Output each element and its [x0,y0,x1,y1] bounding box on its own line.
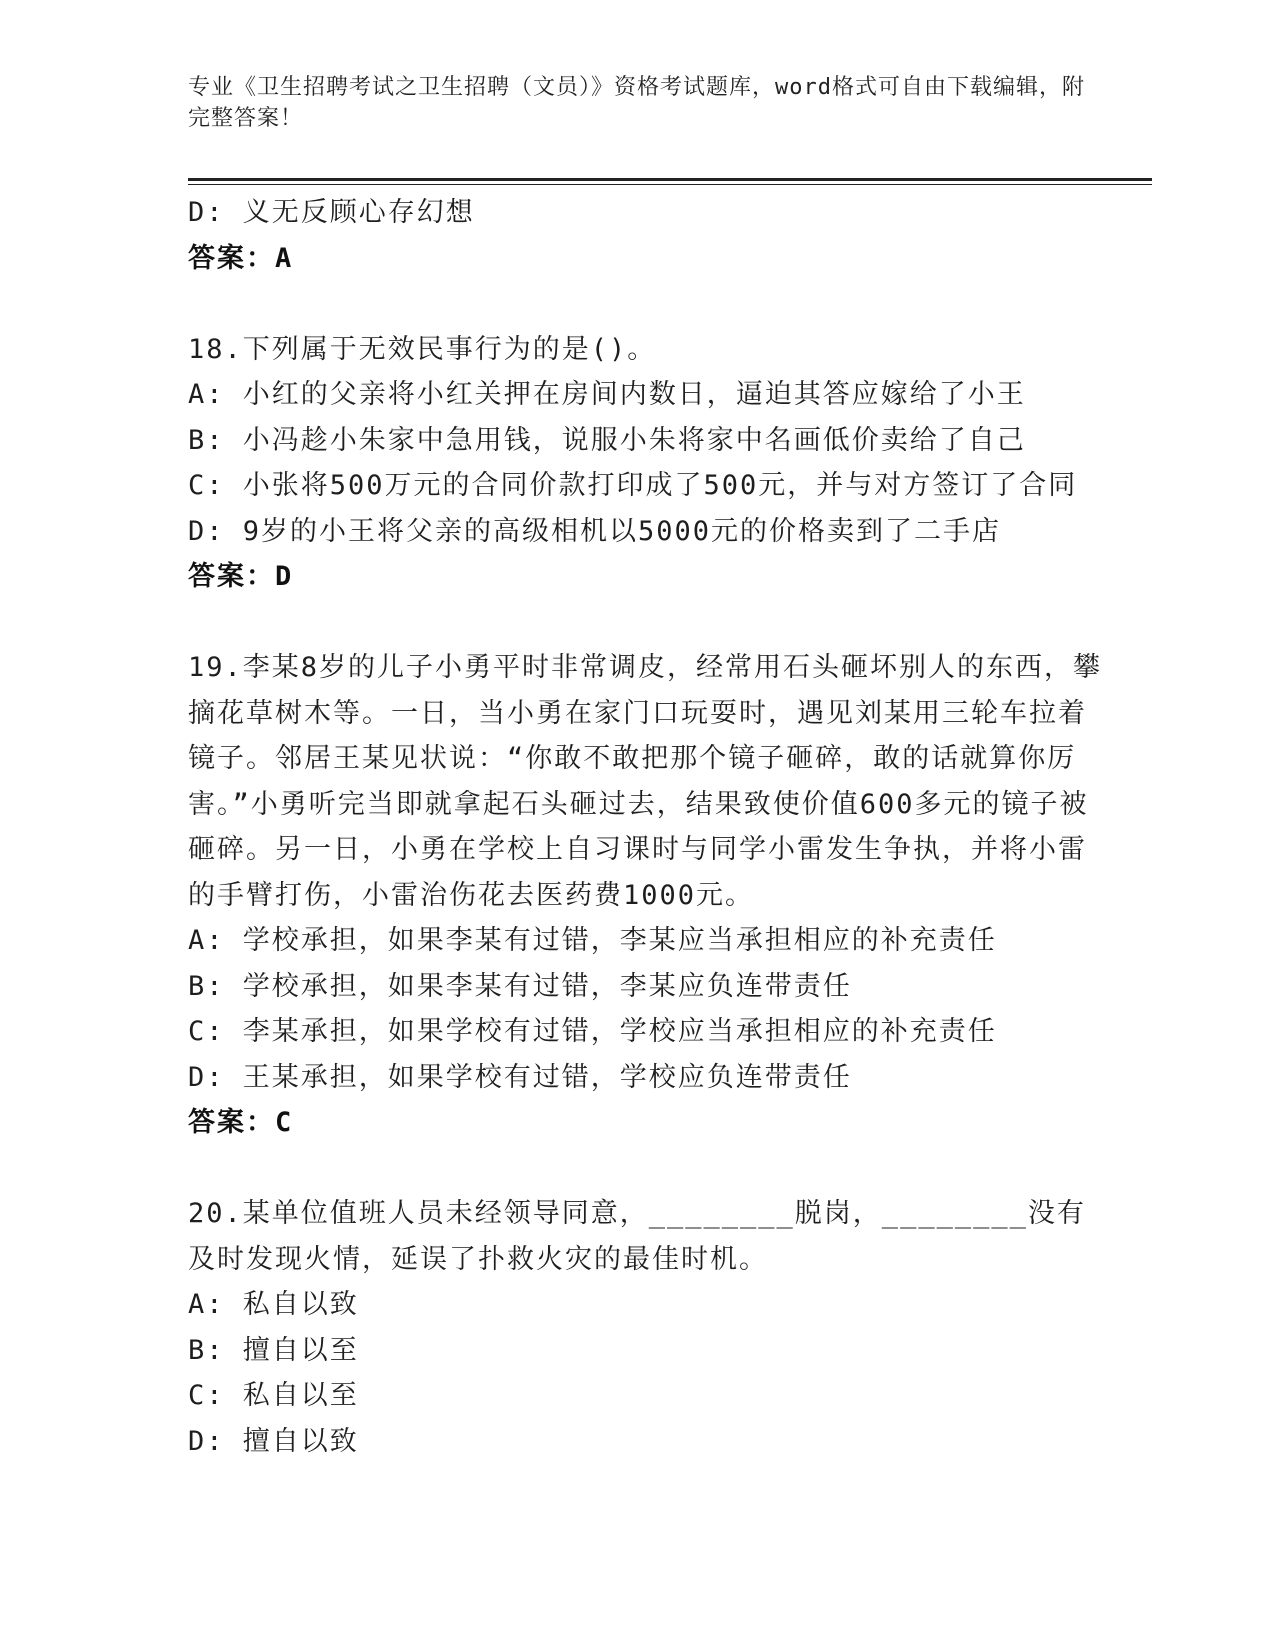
question-20 [188,1191,1108,1464]
option-a: A: 小红的父亲将小红关押在房间内数日，逼迫其答应嫁给了小王 [188,379,1026,410]
option-c: C: 私自以至 [188,1380,359,1411]
question-stem: 18.下列属于无效民事行为的是()。 [188,333,657,365]
answer-label: 答案：D [188,561,294,592]
option-d: D: 王某承担，如果学校有过错，学校应负连带责任 [188,1061,852,1093]
option-d: D: 义无反顾心存幻想 [188,197,475,228]
question-18 [188,327,1108,600]
option-d: D: 9岁的小王将父亲的高级相机以5000元的价格卖到了二手店 [188,515,1002,547]
prev-question-tail [188,190,1108,281]
question-stem: 19.李某8岁的儿子小勇平时非常调皮，经常用石头砸坏别人的东西，攀摘花草树木等。一日，当小勇在家门口玩耍时，遇见刘某用三轮车拉着镜子。邻居王某见状说：“你敢不敢把那个镜子砸碎，敢的话就算你厉害。”小勇听完当即就拿起石头砸过去，结果致使价值600多元的镜子被砸碎。另一日，小勇在学校上自习课时与同学小雷发生争执，并将小雷的手臂打伤，小雷治伤花去医药费1000元。 [188,652,1103,911]
answer-label: 答案：C [188,1107,294,1138]
option-b: B: 擅自以至 [188,1334,359,1366]
question-19 [188,645,1108,1146]
answer-label: 答案：A [188,242,294,274]
question-list [188,190,1108,1464]
option-a: A: 学校承担，如果李某有过错，李某应当承担相应的补充责任 [188,925,997,956]
option-a: A: 私自以致 [188,1289,359,1320]
question-stem: 20.某单位值班人员未经领导同意，________脱岗，________没有及时发现火情，延误了扑救火灾的最佳时机。 [188,1198,1086,1275]
option-d: D: 擅自以致 [188,1425,359,1457]
option-b: B: 学校承担，如果李某有过错，李某应负连带责任 [188,970,852,1002]
header-divider [188,178,1152,185]
option-b: B: 小冯趁小朱家中急用钱，说服小朱将家中名画低价卖给了自己 [188,424,1026,456]
document-header: 专业《卫生招聘考试之卫生招聘（文员）》资格考试题库，word格式可自由下载编辑，附完整答案！ [188,75,1085,131]
option-c: C: 小张将500万元的合同价款打印成了500元，并与对方签订了合同 [188,470,1078,501]
option-c: C: 李某承担，如果学校有过错，学校应当承担相应的补充责任 [188,1016,997,1047]
